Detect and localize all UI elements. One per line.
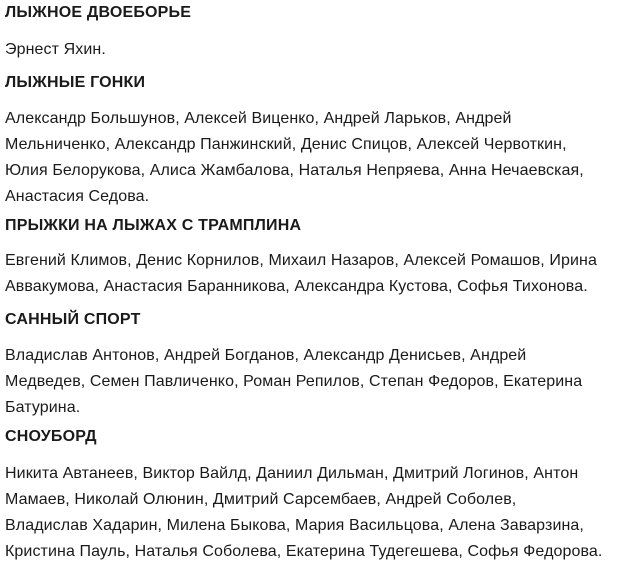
text-line: Юлия Белорукова, Алиса Жамбалова, Наталья Непряева, Анна Нечаевская, (5, 162, 584, 179)
text-line: Эрнест Яхин. (5, 41, 106, 58)
text-line: Кристина Пауль, Наталья Соболева, Екатерина Тудегешева, Софья Федорова. (5, 543, 603, 560)
section-text-luge (5, 343, 582, 421)
text-line: Батурина. (5, 399, 81, 416)
section-heading-cross-country: ЛЫЖНЫЕ ГОНКИ (5, 74, 146, 91)
text-line: Никита Автанеев, Виктор Вайлд, Даниил Дильман, Дмитрий Логинов, Антон (5, 465, 579, 482)
section-text-ski-jumping (5, 248, 597, 300)
section-heading-luge: САННЫЙ СПОРТ (5, 311, 141, 328)
section-heading-ski-jumping: ПРЫЖКИ НА ЛЫЖАХ С ТРАМПЛИНА (5, 217, 302, 234)
text-line: Анастасия Седова. (5, 188, 150, 205)
section-text-cross-country (5, 106, 584, 210)
section-heading-snowboard: СНОУБОРД (5, 428, 97, 445)
text-line: Евгений Климов, Денис Корнилов, Михаил Назаров, Алексей Ромашов, Ирина (5, 252, 597, 269)
text-line: Аввакумова, Анастасия Баранникова, Александра Кустова, Софья Тихонова. (5, 278, 588, 295)
text-line: Мамаев, Николай Олюнин, Дмитрий Сарсембаев, Андрей Соболев, (5, 491, 517, 508)
text-line: Медведев, Семен Павличенко, Роман Репилов, Степан Федоров, Екатерина (5, 373, 583, 390)
text-line: Владислав Хадарин, Милена Быкова, Мария Васильцова, Алена Заварзина, (5, 517, 584, 534)
section-text-nordic-combined (5, 37, 106, 63)
text-line: Мельниченко, Александр Панжинский, Денис Спицов, Алексей Червоткин, (5, 136, 567, 153)
section-text-snowboard (5, 461, 602, 565)
text-line: Александр Большунов, Алексей Виценко, Андрей Ларьков, Андрей (5, 110, 512, 127)
text-line: Владислав Антонов, Андрей Богданов, Александр Денисьев, Андрей (5, 347, 527, 364)
section-heading-nordic-combined: ЛЫЖНОЕ ДВОЕБОРЬЕ (5, 4, 192, 21)
